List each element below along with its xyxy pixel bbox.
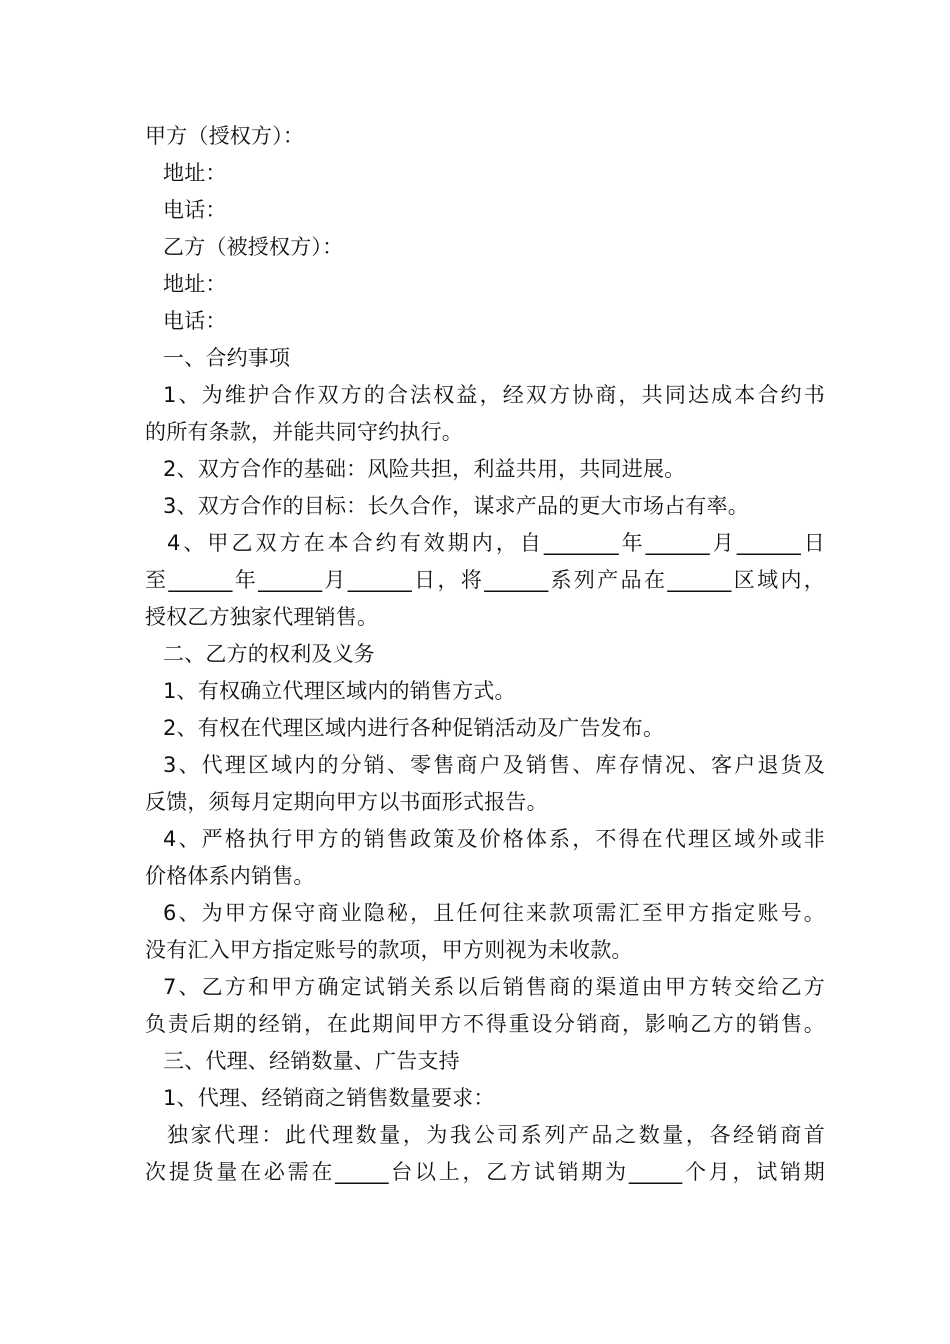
clause-3-1-exclusive-line-2: 次提货量在必需在_____台以上，乙方试销期为_____个月，试销期 xyxy=(145,1160,825,1184)
clause-1-4-line-2: 至______年______月______日，将______系列产品在______区域内， xyxy=(145,568,825,592)
clause-2-6-line-1: 6、为甲方保守商业隐秘，且任何往来款项需汇至甲方指定账号。 xyxy=(163,901,825,925)
clause-1-3: 3、双方合作的目标：长久合作，谋求产品的更大市场占有率。 xyxy=(163,494,749,518)
clause-2-7-line-1: 7、乙方和甲方确定试销关系以后销售商的渠道由甲方转交给乙方 xyxy=(163,975,825,999)
party-a-address: 地址： xyxy=(163,161,227,185)
clause-2-7-line-2: 负责后期的经销，在此期间甲方不得重设分销商，影响乙方的销售。 xyxy=(145,1012,825,1036)
party-b-heading: 乙方（被授权方）： xyxy=(163,235,344,259)
section-3-heading: 三、代理、经销数量、广告支持 xyxy=(163,1049,460,1073)
clause-2-4-line-1: 4、严格执行甲方的销售政策及价格体系，不得在代理区域外或非 xyxy=(163,827,825,851)
clause-2-6-line-2: 没有汇入甲方指定账号的款项，甲方则视为未收款。 xyxy=(145,938,633,962)
party-a-heading: 甲方（授权方）： xyxy=(145,124,305,148)
contract-body xyxy=(145,118,825,1191)
clause-2-4-line-2: 价格体系内销售。 xyxy=(145,864,315,888)
clause-3-1: 1、代理、经销商之销售数量要求： xyxy=(163,1086,495,1110)
clause-1-4-line-3: 授权乙方独家代理销售。 xyxy=(145,605,379,629)
clause-1-2: 2、双方合作的基础：风险共担，利益共用，共同进展。 xyxy=(163,457,686,481)
clause-3-1-exclusive-line-1: 独家代理：此代理数量，为我公司系列产品之数量，各经销商首 xyxy=(167,1123,825,1147)
party-b-address: 地址： xyxy=(163,272,227,296)
clause-1-1-line-1: 1、为维护合作双方的合法权益，经双方协商，共同达成本合约书 xyxy=(163,383,825,407)
section-1-heading: 一、合约事项 xyxy=(163,346,291,370)
section-2-heading: 二、乙方的权利及义务 xyxy=(163,642,375,666)
clause-2-2: 2、有权在代理区域内进行各种促销活动及广告发布。 xyxy=(163,716,665,740)
clause-2-3-line-1: 3、代理区域内的分销、零售商户及销售、库存情况、客户退货及 xyxy=(163,753,825,777)
party-b-phone: 电话： xyxy=(163,309,227,333)
clause-1-1-line-2: 的所有条款，并能共同守约执行。 xyxy=(145,420,463,444)
clause-1-4-line-1: 4、甲乙双方在本合约有效期内，自_______年______月______日 xyxy=(167,531,825,555)
party-a-phone: 电话： xyxy=(163,198,227,222)
clause-2-3-line-2: 反馈，须每月定期向甲方以书面形式报告。 xyxy=(145,790,548,814)
clause-2-1: 1、有权确立代理区域内的销售方式。 xyxy=(163,679,516,703)
